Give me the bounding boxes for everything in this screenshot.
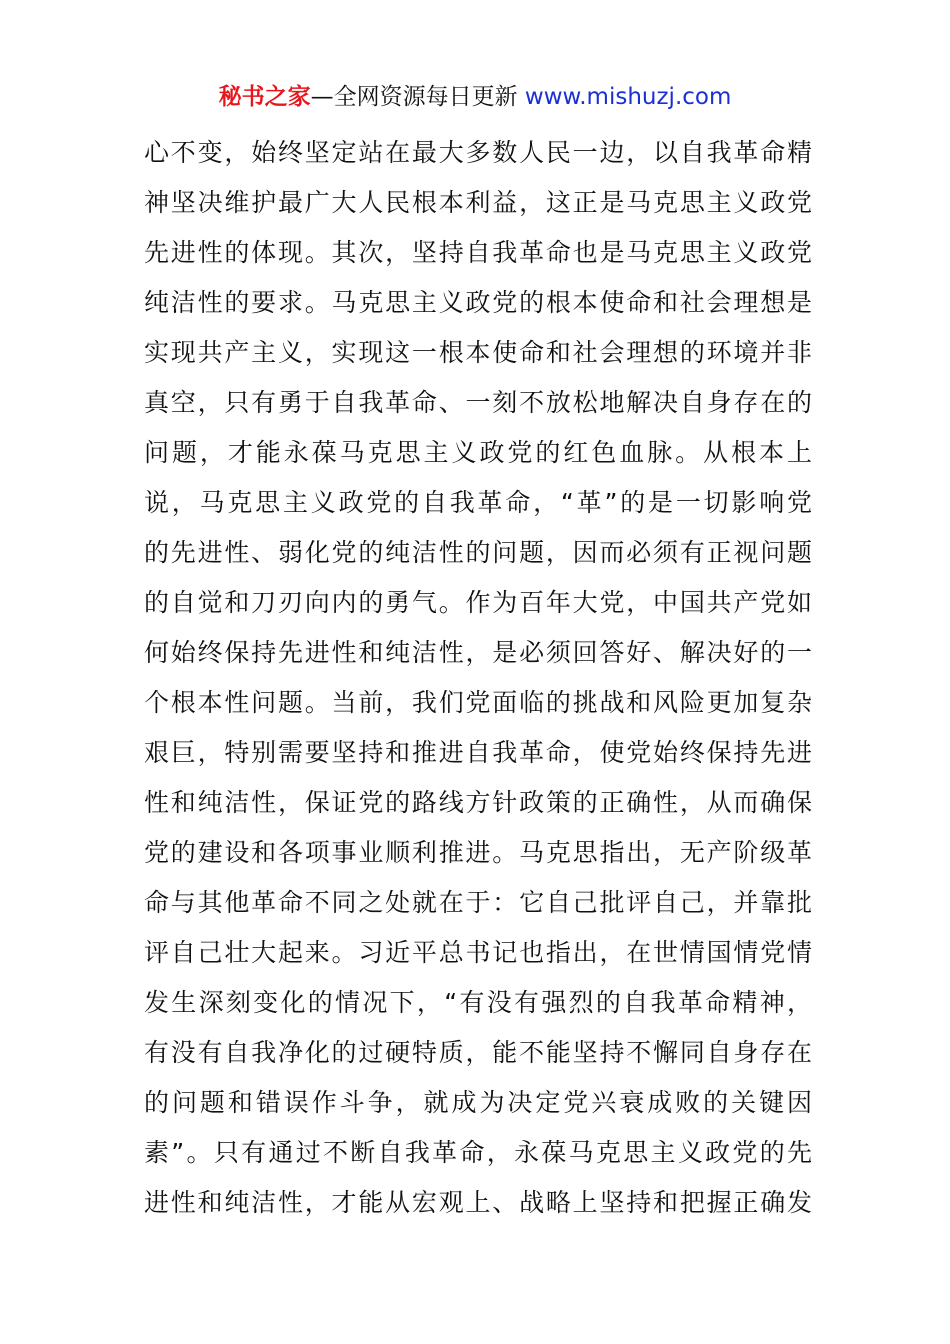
body-line: 有没有自我净化的过硬特质，能不能坚持不懈同自身存在 [144,1038,812,1067]
article-body [144,128,812,1228]
body-line: 纯洁性的要求。马克思主义政党的根本使命和社会理想是 [144,288,812,317]
body-line: 素”。只有通过不断自我革命，永葆马克思主义政党的先 [144,1138,812,1167]
body-line: 实现共产主义，实现这一根本使命和社会理想的环境并非 [144,338,812,367]
body-line: 先进性的体现。其次，坚持自我革命也是马克思主义政党 [144,238,812,267]
body-line: 性和纯洁性，保证党的路线方针政策的正确性，从而确保 [144,788,812,817]
body-line: 真空，只有勇于自我革命、一刻不放松地解决自身存在的 [144,388,812,417]
body-line: 的先进性、弱化党的纯洁性的问题，因而必须有正视问题 [144,538,812,567]
site-url-link[interactable]: www.mishuzj.com [524,84,732,110]
body-line: 神坚决维护最广大人民根本利益，这正是马克思主义政党 [144,188,812,217]
page-header [0,80,950,114]
body-line: 说，马克思主义政党的自我革命，“革”的是一切影响党 [144,488,812,517]
body-line: 的问题和错误作斗争，就成为决定党兴衰成败的关键因 [144,1088,812,1117]
body-line: 评自己壮大起来。习近平总书记也指出，在世情国情党情 [144,938,812,967]
body-line: 进性和纯洁性，才能从宏观上、战略上坚持和把握正确发 [144,1188,812,1217]
body-line: 问题，才能永葆马克思主义政党的红色血脉。从根本上 [144,438,812,467]
body-line: 的自觉和刀刃向内的勇气。作为百年大党，中国共产党如 [144,588,812,617]
body-line: 命与其他革命不同之处就在于：它自己批评自己，并靠批 [144,888,812,917]
body-line: 艰巨，特别需要坚持和推进自我革命，使党始终保持先进 [144,738,812,767]
body-line: 党的建设和各项事业顺利推进。马克思指出，无产阶级革 [144,838,812,867]
body-line: 发生深刻变化的情况下，“有没有强烈的自我革命精神， [144,988,812,1017]
site-tagline: —全网资源每日更新 [310,84,525,110]
body-line: 个根本性问题。当前，我们党面临的挑战和风险更加复杂 [144,688,812,717]
body-line: 何始终保持先进性和纯洁性，是必须回答好、解决好的一 [144,638,812,667]
body-line: 心不变，始终坚定站在最大多数人民一边，以自我革命精 [144,138,812,167]
site-name: 秘书之家 [218,84,311,110]
